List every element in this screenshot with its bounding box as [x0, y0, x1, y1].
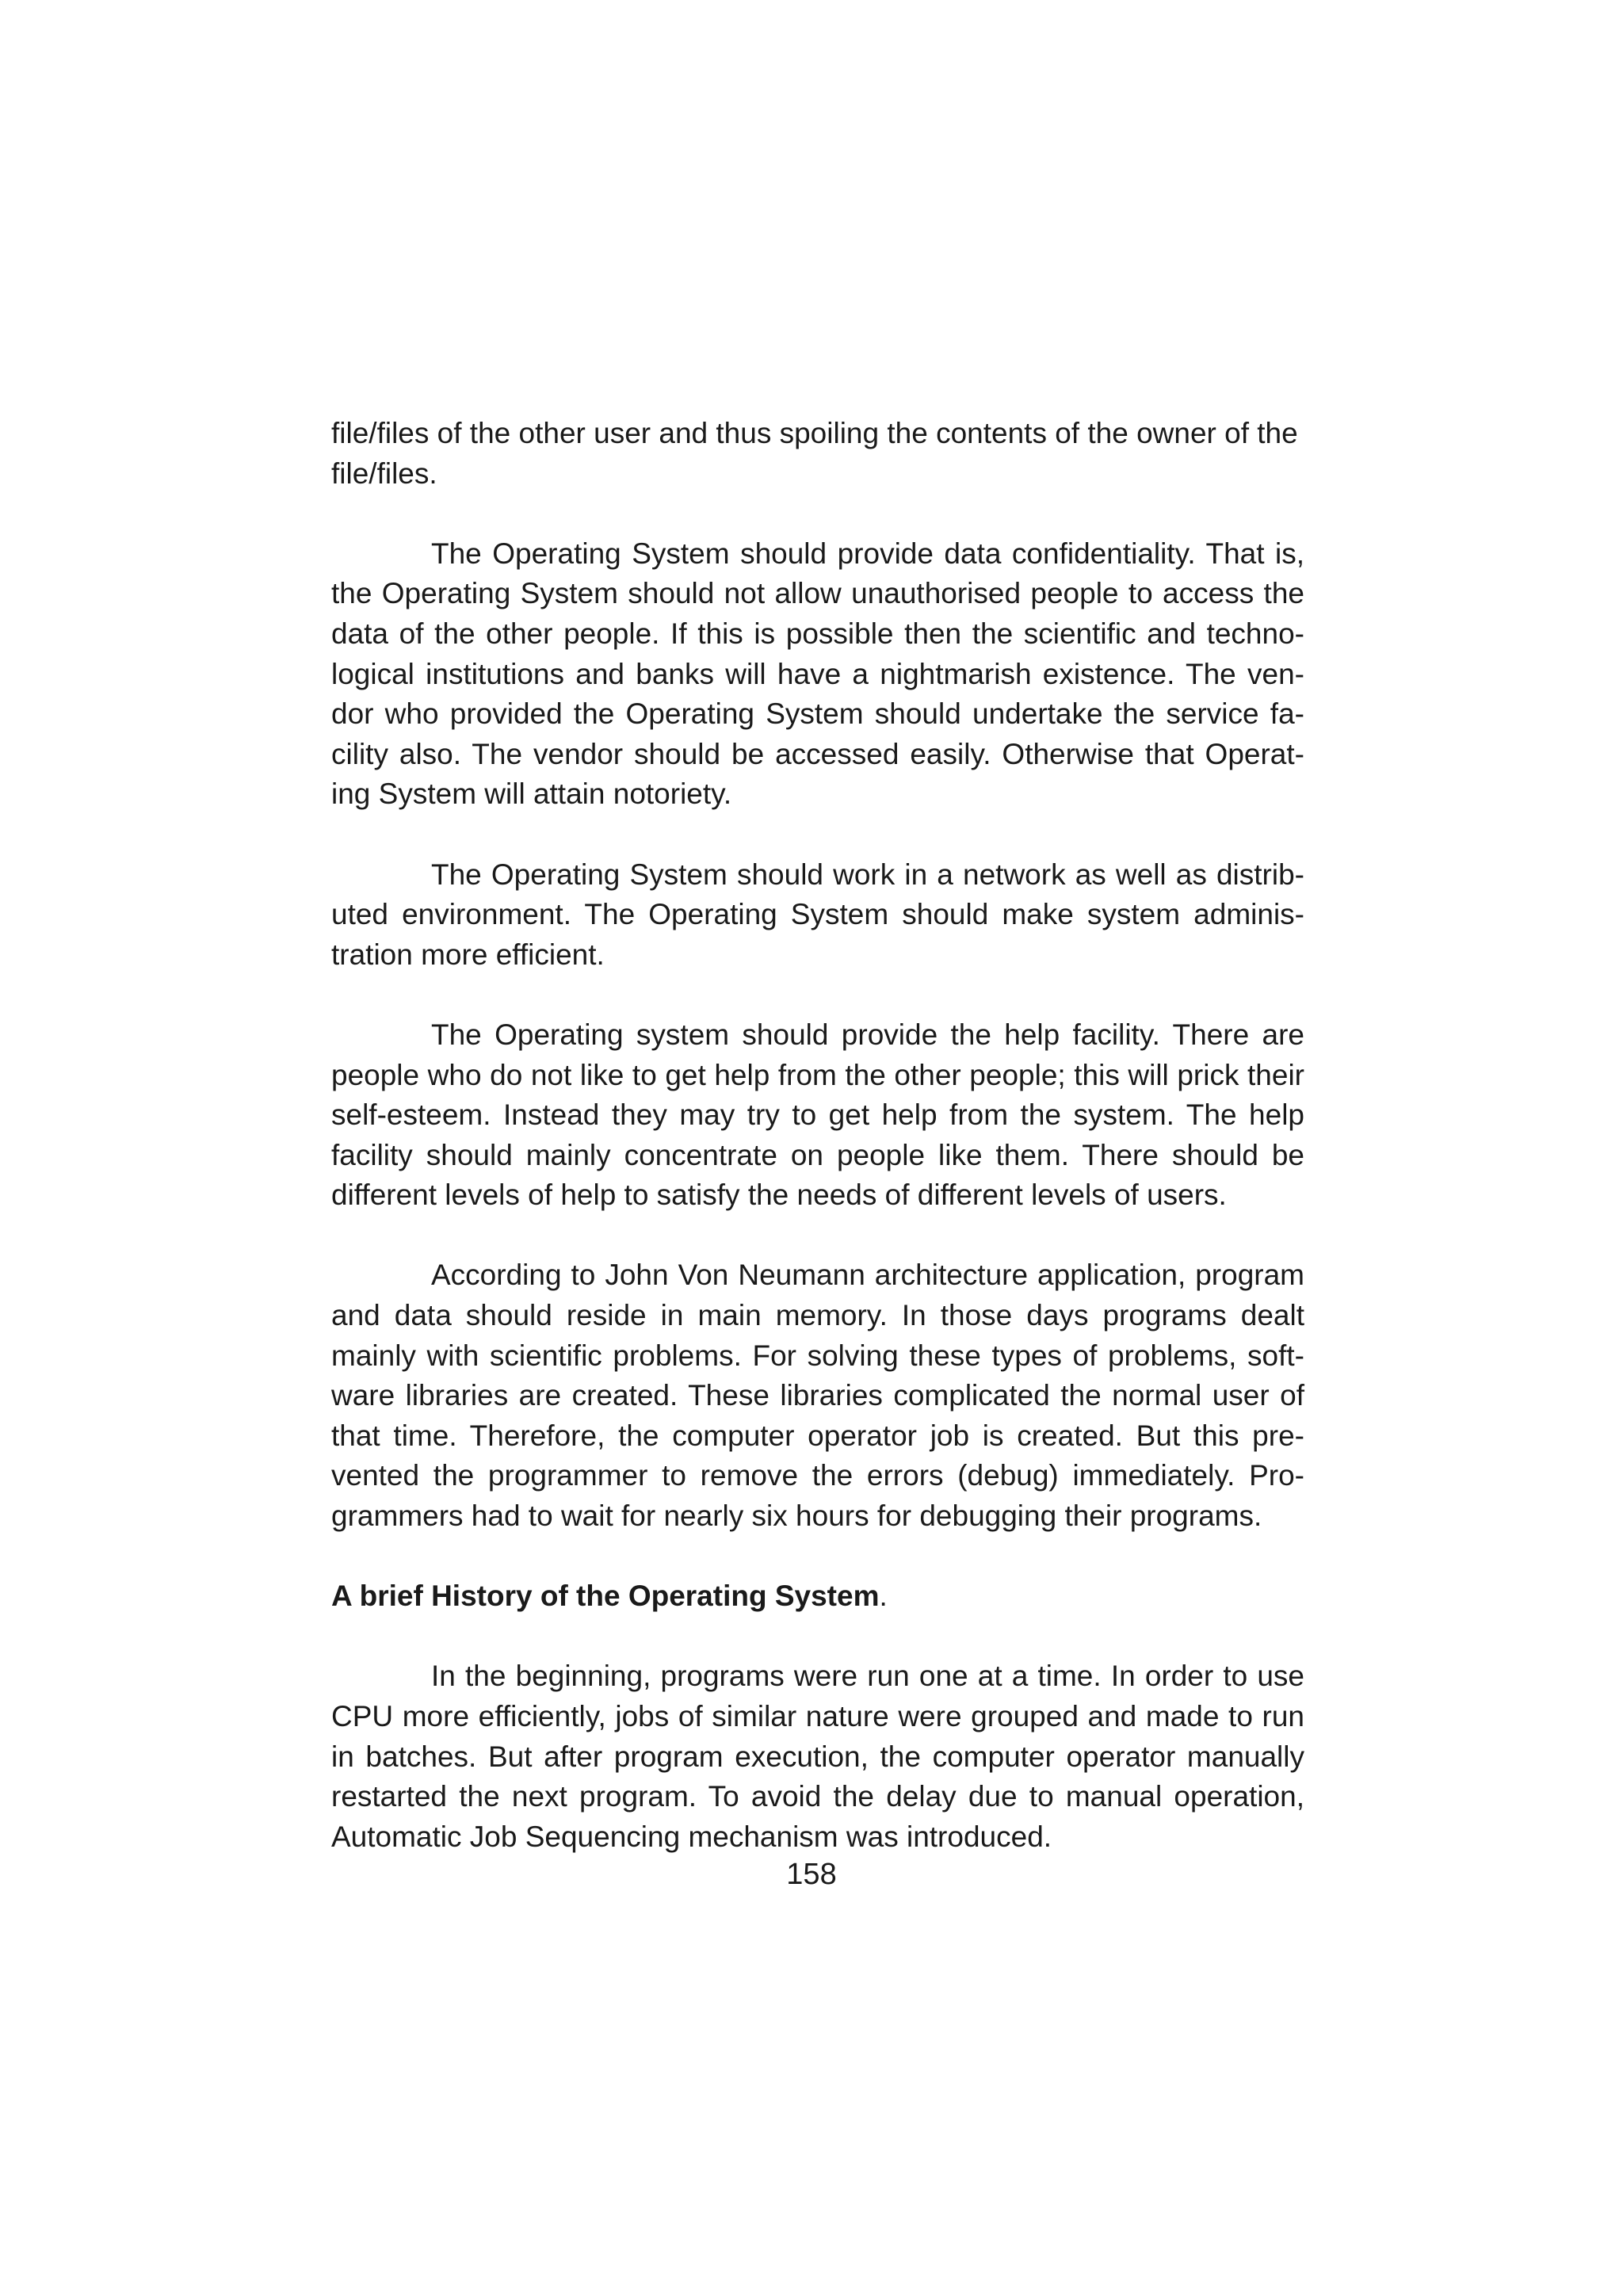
paragraph-von-neumann: According to John Von Neumann architecture application, program and data should reside in main memory. In those days programs dealt mainly with scientific problems. For solving these types of problems, software libraries are created. These libraries complicated the normal user of that time. Therefore, the computer operator job is created. But this prevented the programmer to remove the errors (debug) immediately. Programmers had to wait for nearly six hours for debugging their programs.: [331, 1259, 1304, 1533]
paragraph-data-confidentiality: The Operating System should provide data confidentiality. That is, the Operating System should not allow unauthorised people to access the data of the other people. If this is possible then the scientific and technological institutions and banks will have a nightmarish existence. The vendor who provided the Operating System should undertake the service facility also. The vendor should be accessed easily. Otherwise that Operating System will attain notoriety.: [331, 537, 1304, 811]
paragraph-help-facility: The Operating system should provide the help facility. There are people who do not like to get help from the other people; this will prick their self-esteem. Instead they may try to get help from the system. The help facility should mainly concentrate on people like them. There should be different levels of help to satisfy the needs of different levels of users.: [331, 1018, 1304, 1212]
section-heading: [331, 1576, 1304, 1617]
paragraph-history: In the beginning, programs were run one at a time. In order to use CPU more efficiently, jobs of similar nature were grouped and made to run in batches. But after program execution, the computer operator manually restarted the next program. To avoid the delay due to manual operation, Automatic Job Sequencing mechanism was introduced.: [331, 1660, 1304, 1853]
page-number: 158: [786, 1858, 837, 1891]
section-heading-suffix: .: [879, 1580, 888, 1613]
paragraph-network-environment: The Operating System should work in a network as well as distributed environment. The Operating System should make system administration more efficient.: [331, 858, 1304, 971]
paragraph-continuation: file/files of the other user and thus spoiling the contents of the owner of the file/files.: [331, 417, 1298, 490]
page-body: [331, 414, 1304, 1857]
section-heading-title: A brief History of the Operating System: [331, 1580, 880, 1613]
